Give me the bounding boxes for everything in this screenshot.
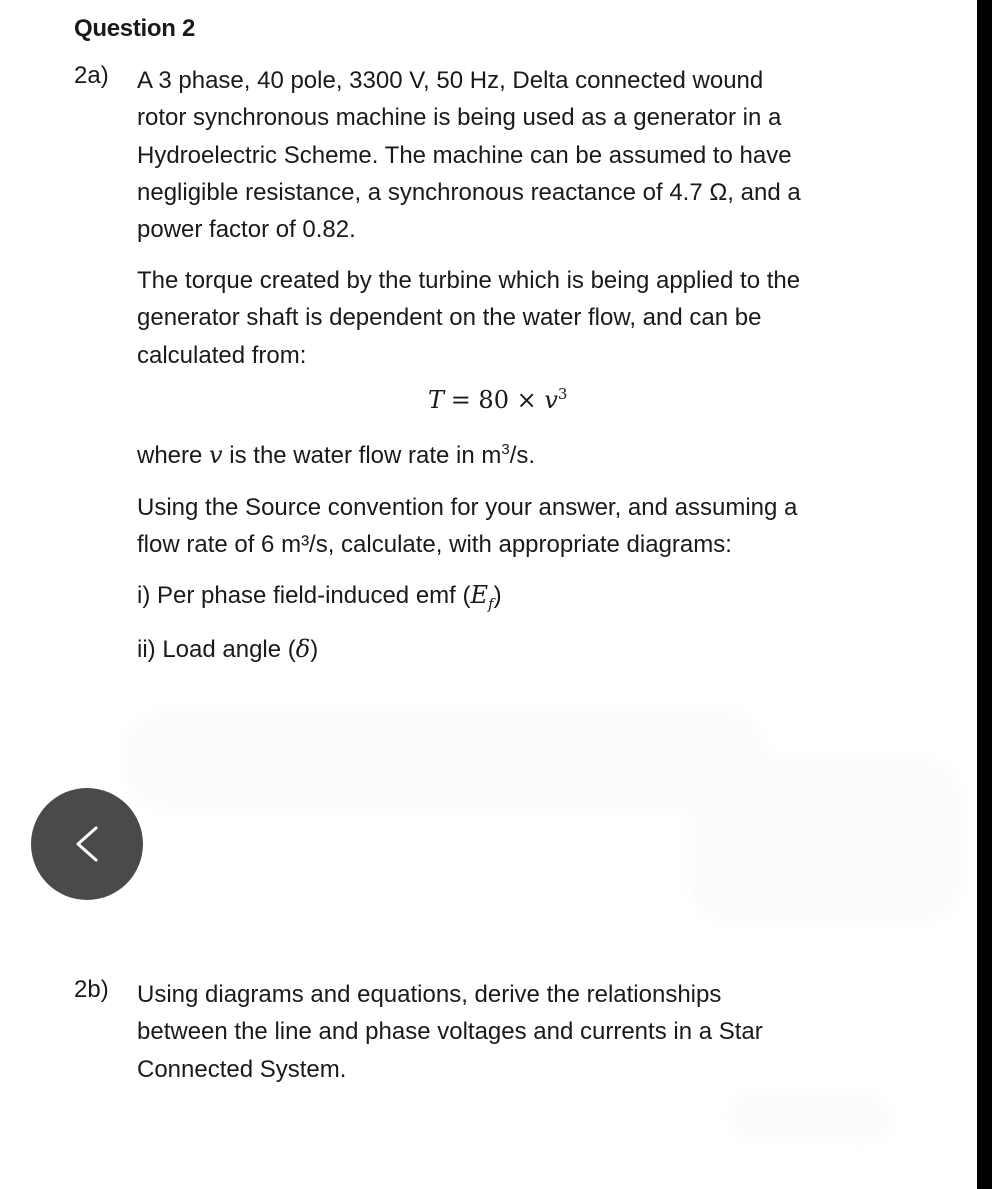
item-ii-var: δ xyxy=(295,635,311,663)
item-ii xyxy=(137,631,318,668)
text-line: A 3 phase, 40 pole, 3300 V, 50 Hz, Delta connected wound xyxy=(137,67,764,94)
part-b-label: 2b) xyxy=(74,976,109,1003)
item-i-text: i) Per phase field-induced emf ( xyxy=(137,582,471,609)
part-a-torque-text xyxy=(137,262,800,374)
text-line: flow rate of 6 m³/s, calculate, with appropriate diagrams: xyxy=(137,531,732,559)
text-line: Hydroelectric Scheme. The machine can be assumed to have xyxy=(137,141,792,169)
text-line: The torque created by the turbine which is being applied to the xyxy=(137,267,801,294)
item-ii-close: ) xyxy=(310,636,319,663)
item-i xyxy=(137,577,502,614)
part-a-label: 2a) xyxy=(74,62,109,89)
where-exponent: 3 xyxy=(501,441,510,458)
formula-var: v xyxy=(544,386,558,414)
part-a-intro xyxy=(137,62,801,248)
erased-region xyxy=(125,712,765,807)
item-ii-text: ii) Load angle ( xyxy=(137,636,296,663)
where-middle: is the water flow rate in m xyxy=(222,442,502,469)
where-var: v xyxy=(209,441,223,469)
part-b-text xyxy=(137,976,763,1088)
text-line: calculated from: xyxy=(137,341,307,369)
torque-formula xyxy=(428,386,567,415)
text-line: Connected System. xyxy=(137,1055,347,1083)
question-title: Question 2 xyxy=(74,15,196,42)
screen-edge-bar xyxy=(977,0,992,1189)
back-button[interactable] xyxy=(31,788,143,900)
part-a-instruction xyxy=(137,489,797,564)
formula-exponent: 3 xyxy=(557,385,568,403)
chevron-left-icon xyxy=(31,788,143,900)
text-line: Using the Source convention for your answer, and assuming a xyxy=(137,494,798,521)
text-line: Using diagrams and equations, derive the relationships xyxy=(137,981,722,1008)
where-suffix: /s. xyxy=(509,442,536,469)
where-line xyxy=(137,437,535,474)
erased-region xyxy=(730,1095,890,1140)
formula-rhs: = 80 × xyxy=(450,386,545,414)
text-line: generator shaft is dependent on the water flow, and can be xyxy=(137,304,762,332)
text-line: between the line and phase voltages and currents in a Star xyxy=(137,1018,763,1046)
where-prefix: where xyxy=(137,442,210,469)
formula-lhs: T xyxy=(428,386,445,414)
item-i-close: ) xyxy=(493,582,502,609)
text-line: negligible resistance, a synchronous reactance of 4.7 Ω, and a xyxy=(137,178,801,206)
text-line: power factor of 0.82. xyxy=(137,216,356,244)
text-line: rotor synchronous machine is being used as a generator in a xyxy=(137,104,782,132)
item-i-var: E xyxy=(470,581,489,609)
item-i-sub: f xyxy=(488,595,494,613)
erased-region xyxy=(690,760,960,920)
